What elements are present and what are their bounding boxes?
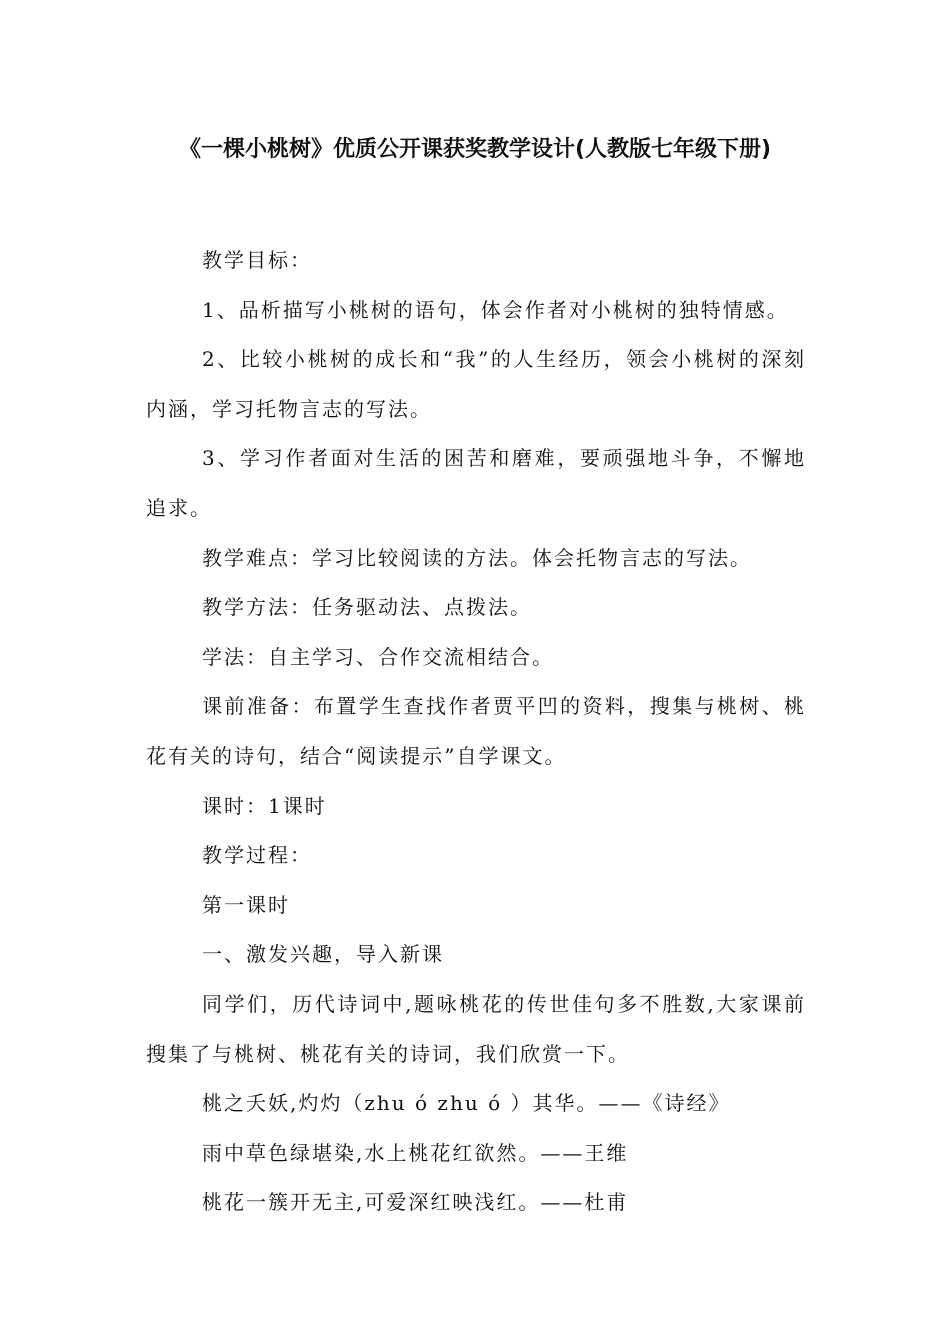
paragraph-study-method: 学法：自主学习、合作交流相结合。 [202, 644, 554, 669]
paragraph-section-1: 一、激发兴趣，导入新课 [202, 942, 444, 967]
document-title: 《一棵小桃树》优质公开课获奖教学设计(人教版七年级下册) [178, 137, 772, 162]
paragraph-first-lesson: 第一课时 [202, 892, 290, 917]
paragraph-intro: 同学们，历代诗词中,题咏桃花的传世佳句多不胜数,大家课前搜集了与桃树、桃花有关的诗词，我们欣赏一下。 [146, 991, 806, 1066]
paragraph-process: 教学过程： [202, 843, 312, 868]
paragraph-goal-2: 2、比较小桃树的成长和“我”的人生经历，领会小桃树的深刻内涵，学习托物言志的写法。 [146, 347, 806, 421]
paragraph-goal-3: 3、学习作者面对生活的困苦和磨难，要顽强地斗争，不懈地追求。 [146, 446, 806, 520]
paragraph-class-hours: 课时：1课时 [202, 793, 327, 818]
paragraph-goal-1: 1、品析描写小桃树的语句，体会作者对小桃树的独特情感。 [202, 297, 789, 322]
paragraph-teaching-goals: 教学目标： [202, 248, 312, 272]
paragraph-preparation: 课前准备：布置学生查找作者贾平凹的资料，搜集与桃树、桃花有关的诗句，结合“阅读提示”自学课文。 [146, 694, 806, 768]
paragraph-poem-1: 桃之夭妖,灼灼（zhu ó zhu ó ）其华。——《诗经》 [202, 1091, 731, 1116]
document-body [146, 236, 806, 1228]
paragraph-difficulty: 教学难点：学习比较阅读的方法。体会托物言志的写法。 [202, 545, 752, 570]
paragraph-poem-3: 桃花一簇开无主,可爱深红映浅红。——杜甫 [202, 1190, 629, 1215]
paragraph-poem-2: 雨中草色绿堪染,水上桃花红欲然。——王维 [202, 1140, 629, 1165]
paragraph-method: 教学方法：任务驱动法、点拨法。 [202, 595, 532, 620]
